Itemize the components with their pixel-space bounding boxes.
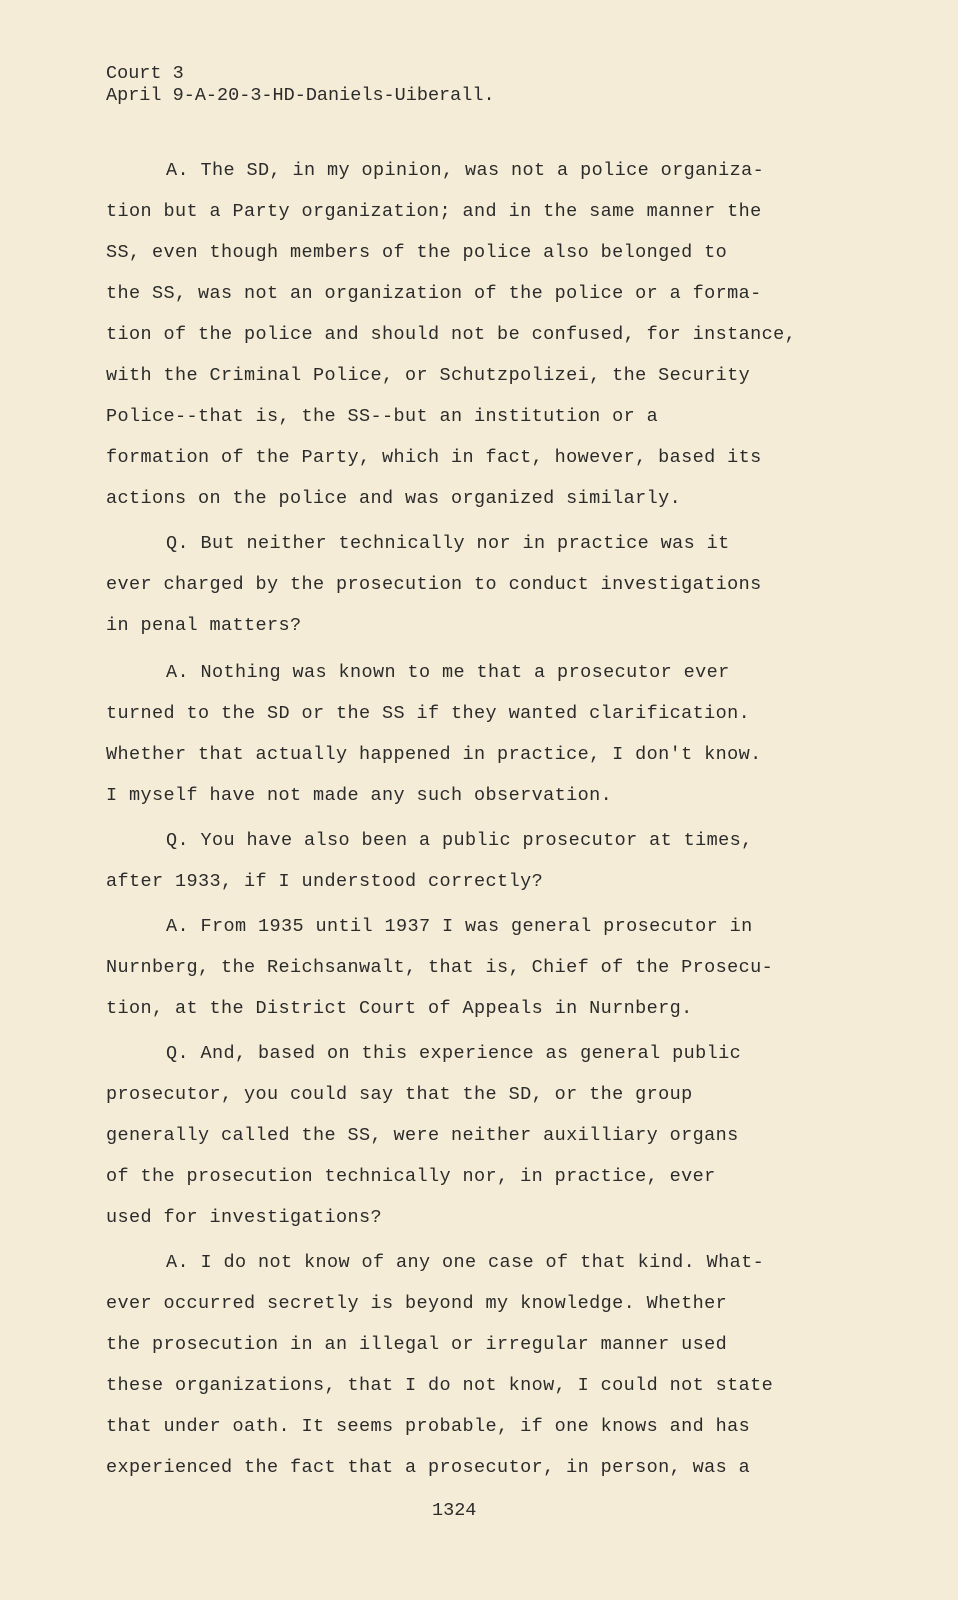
text-line: prosecutor, you could say that the SD, or the group — [106, 1084, 693, 1105]
text-line: generally called the SS, were neither auxilliary organs — [106, 1125, 739, 1146]
text-line: tion, at the District Court of Appeals in Nurnberg. — [106, 998, 693, 1019]
text-line: SS, even though members of the police also belonged to — [106, 242, 728, 263]
court-label: Court 3 — [106, 63, 184, 84]
transcript-reference: April 9-A-20-3-HD-Daniels-Uiberall. — [106, 85, 495, 106]
text-line: tion of the police and should not be confused, for instance, — [106, 324, 797, 345]
text-line: Q. But neither technically nor in practice was it — [166, 533, 730, 554]
text-line: Police--that is, the SS--but an institution or a — [106, 406, 659, 427]
text-line: that under oath. It seems probable, if one knows and has — [106, 1416, 751, 1437]
text-line: Whether that actually happened in practice, I don't know. — [106, 744, 762, 765]
text-line: A. From 1935 until 1937 I was general prosecutor in — [166, 916, 753, 937]
text-line: Q. And, based on this experience as general public — [166, 1043, 742, 1064]
text-line: in penal matters? — [106, 615, 302, 636]
text-line: these organizations, that I do not know, I could not state — [106, 1375, 774, 1396]
text-line: A. I do not know of any one case of that kind. What- — [166, 1252, 765, 1273]
document-header — [106, 63, 495, 107]
text-line: I myself have not made any such observation. — [106, 785, 613, 806]
text-line: A. The SD, in my opinion, was not a police organiza- — [166, 160, 765, 181]
text-line: experienced the fact that a prosecutor, in person, was a — [106, 1457, 751, 1478]
page-number: 1324 — [432, 1500, 477, 1521]
text-line: turned to the SD or the SS if they wanted clarification. — [106, 703, 751, 724]
text-line: ever occurred secretly is beyond my knowledge. Whether — [106, 1293, 728, 1314]
text-line: Nurnberg, the Reichsanwalt, that is, Chief of the Prosecu- — [106, 957, 774, 978]
text-line: of the prosecution technically nor, in practice, ever — [106, 1166, 716, 1187]
text-line: used for investigations? — [106, 1207, 383, 1228]
text-line: formation of the Party, which in fact, however, based its — [106, 447, 762, 468]
text-line: tion but a Party organization; and in the same manner the — [106, 201, 762, 222]
text-line: the SS, was not an organization of the police or a forma- — [106, 283, 762, 304]
text-line: ever charged by the prosecution to conduct investigations — [106, 574, 762, 595]
text-line: after 1933, if I understood correctly? — [106, 871, 544, 892]
text-line: Q. You have also been a public prosecutor at times, — [166, 830, 753, 851]
text-line: actions on the police and was organized similarly. — [106, 488, 682, 509]
text-line: the prosecution in an illegal or irregular manner used — [106, 1334, 728, 1355]
text-line: A. Nothing was known to me that a prosecutor ever — [166, 662, 730, 683]
text-line: with the Criminal Police, or Schutzpolizei, the Security — [106, 365, 751, 386]
